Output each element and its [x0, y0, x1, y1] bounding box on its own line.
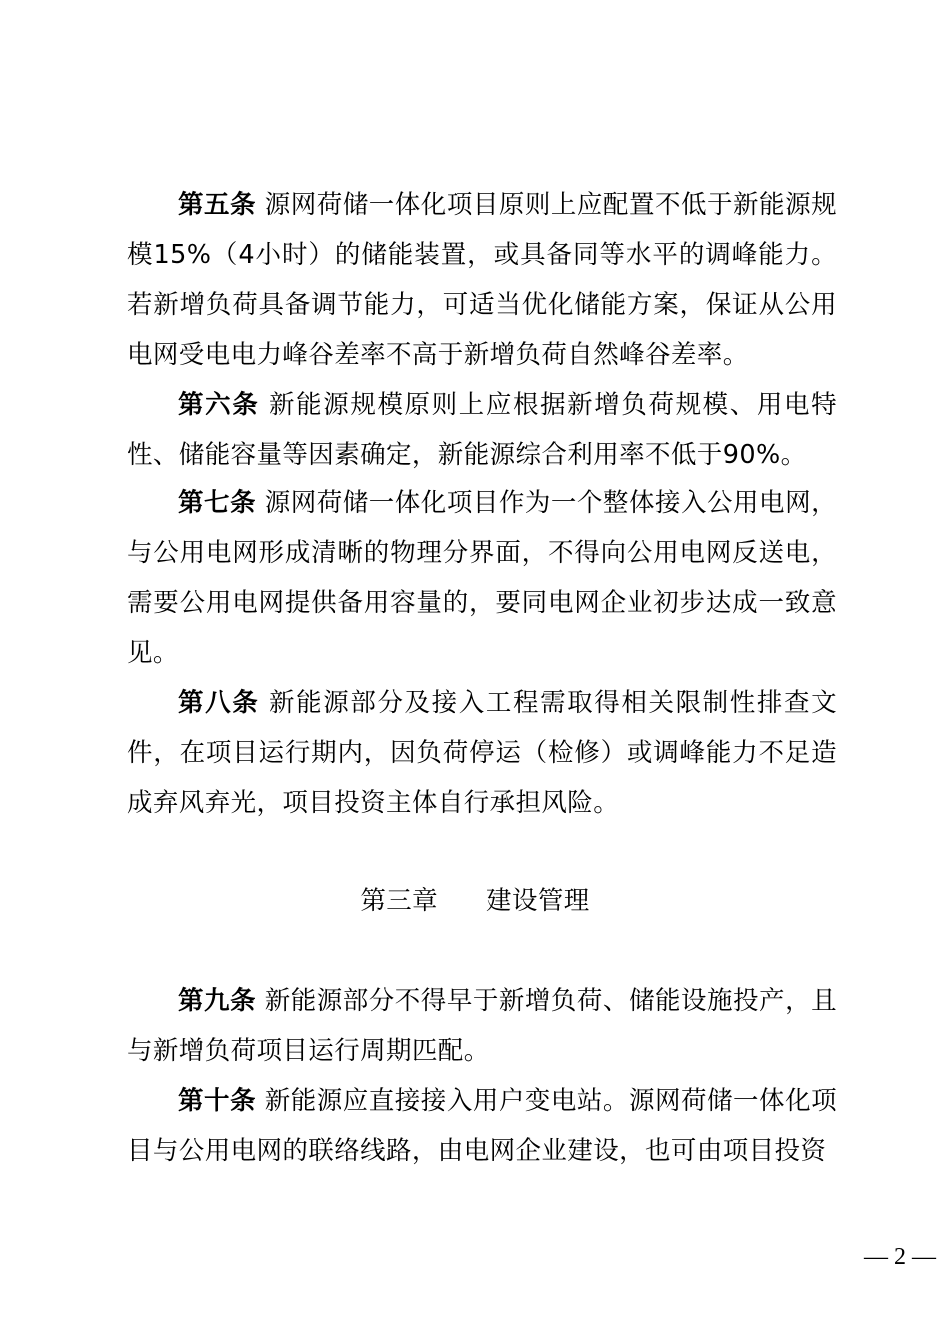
chapter-name: 建设管理 [486, 886, 590, 916]
article-title: 第八条 [178, 688, 260, 718]
chapter-number: 第三章 [360, 886, 439, 916]
article-body: 新能源应直接接入用户变电站。源网荷储一体化项目与公用电网的联络线路，由电网企业建设，也可由项目投资 [127, 1086, 837, 1166]
article-title: 第五条 [178, 190, 257, 220]
article-title: 第十条 [178, 1086, 257, 1116]
chapter-heading [0, 876, 950, 926]
page-number: — 2 — [864, 1244, 936, 1270]
article-body: 新能源规模原则上应根据新增负荷规模、用电特性、储能容量等因素确定，新能源综合利用率不低于90%。 [127, 390, 837, 470]
article-7 [127, 478, 837, 678]
article-title: 第七条 [178, 488, 257, 518]
article-title: 第九条 [178, 986, 257, 1016]
article-body: 源网荷储一体化项目作为一个整体接入公用电网，与公用电网形成清晰的物理分界面，不得向公用电网反送电，需要公用电网提供备用容量的，要同电网企业初步达成一致意见。 [127, 488, 837, 668]
article-9 [127, 976, 837, 1076]
article-body: 新能源部分不得早于新增负荷、储能设施投产，且与新增负荷项目运行周期匹配。 [127, 986, 837, 1066]
article-5 [127, 180, 837, 380]
article-10 [127, 1076, 837, 1176]
article-6 [127, 380, 837, 480]
article-title: 第六条 [178, 390, 260, 420]
article-body: 源网荷储一体化项目原则上应配置不低于新能源规模15%（4小时）的储能装置，或具备同等水平的调峰能力。若新增负荷具备调节能力，可适当优化储能方案，保证从公用电网受电电力峰谷差率不高于新增负荷自然峰谷差率。 [127, 190, 837, 370]
article-8 [127, 678, 837, 828]
article-body: 新能源部分及接入工程需取得相关限制性排查文件，在项目运行期内，因负荷停运（检修）或调峰能力不足造成弃风弃光，项目投资主体自行承担风险。 [127, 688, 837, 818]
